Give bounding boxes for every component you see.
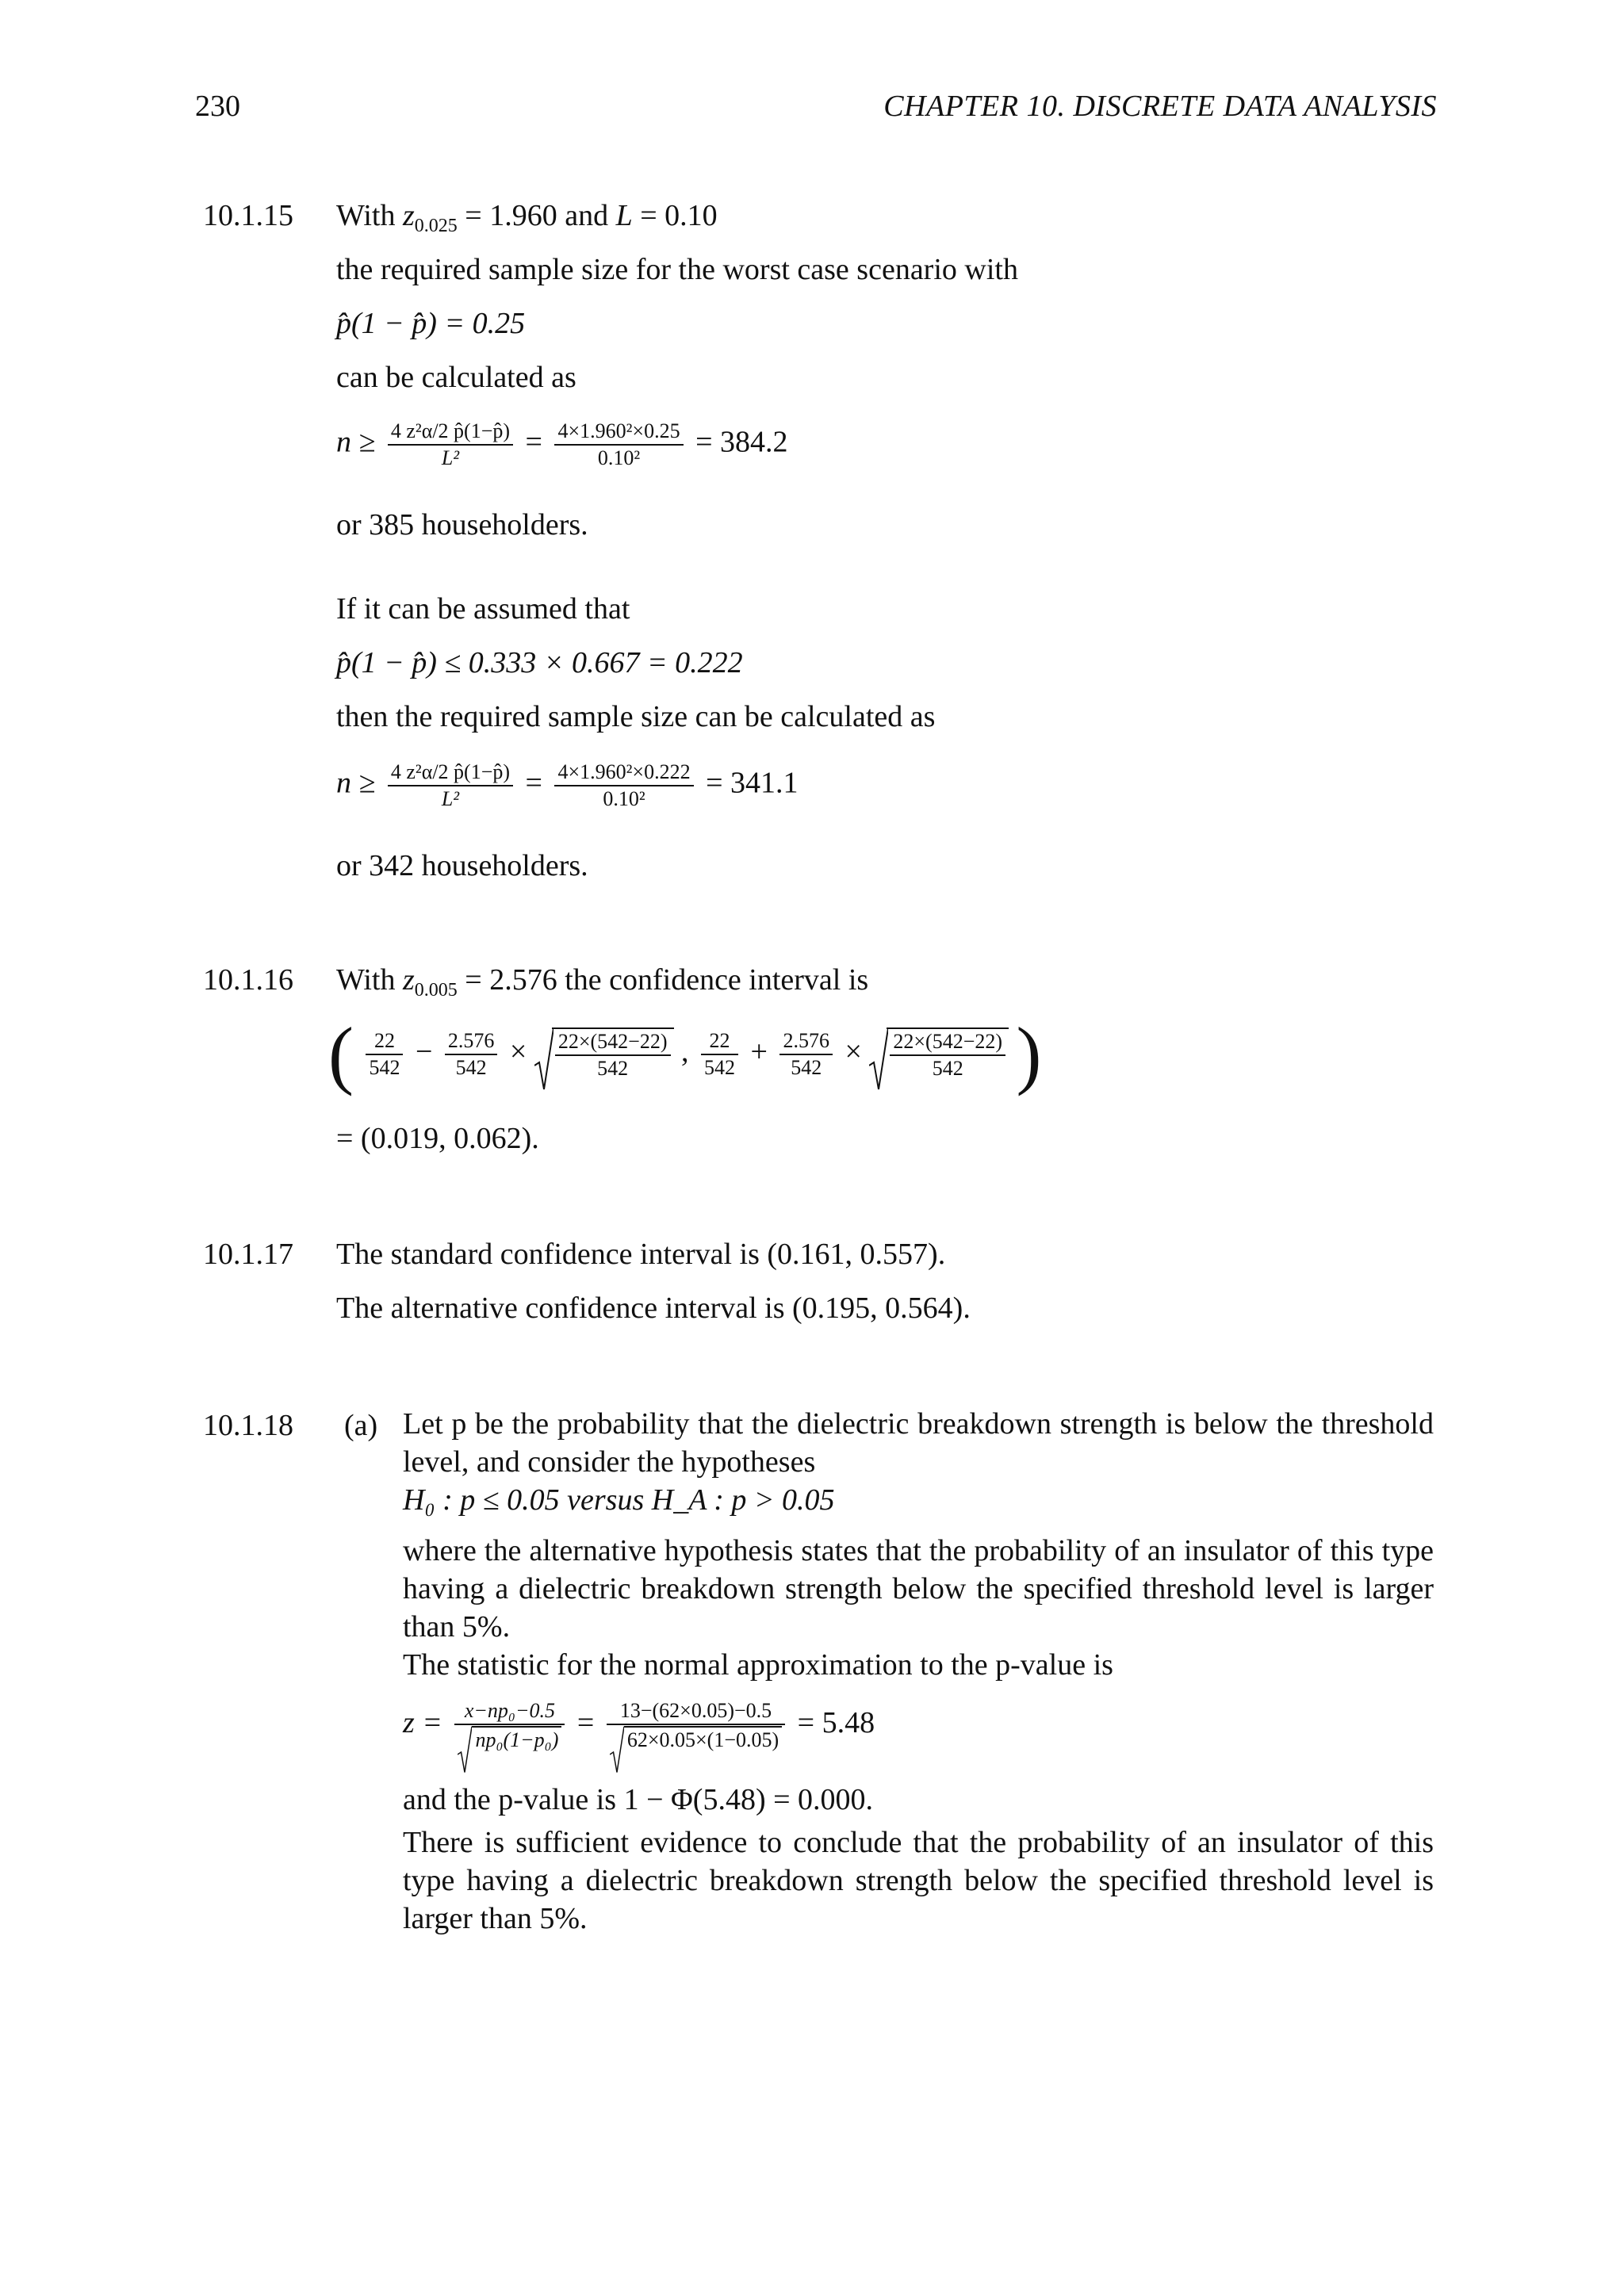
confidence-interval-equation: ( $\frac{22}{542}$ − $\frac{2.576}{542}$ × $\frac{22\times(542-22)}{542}$ , $\frac{22}{542}$ + $\frac{2.576}{542}$ × $\frac{22\times(542-22)}{542}$ ) [328, 1012, 1042, 1096]
problem-number: 10.1.17 [203, 1238, 293, 1271]
chapter-title: CHAPTER 10. DISCRETE DATA ANALYSIS [883, 90, 1437, 123]
problem-line: With $z_{0.005} = 2.576$ the confidence interval is [336, 963, 869, 1001]
equation-line: p̂(1 − p̂) = 0.25 [336, 307, 526, 340]
text-line: then the required sample size can be calculated as [336, 700, 936, 733]
paragraph: There is sufficient evidence to conclude that the probability of an insulator of this type having a dielectric breakdown strength below the specified threshold level is larger than 5%. [403, 1826, 1434, 1935]
text-line: the required sample size for the worst case scenario with [336, 253, 1018, 286]
equation-line: p̂(1 − p̂) ≤ 0.333 × 0.667 = 0.222 [336, 646, 743, 679]
text-line: or 385 householders. [336, 508, 588, 541]
z-statistic-equation: z = $\frac{\text{x−np₀−0.5}}{\text{np₀(1−p₀)}}$ = $\frac{13-(62\times 0.05)-0.5}{62\times 0.05\times(1-0.05)}$ = 5.48 [403, 1698, 875, 1753]
part-label: (a) [344, 1409, 378, 1442]
paragraph: Let p be the probability that the dielectric breakdown strength is below the threshold level, and consider the hypotheses [403, 1407, 1434, 1479]
hypotheses: H₀ : p ≤ 0.05 versus H_A : p > 0.05 [403, 1483, 835, 1517]
paragraph: and the p-value is 1 − Φ(5.48) = 0.000. [403, 1783, 874, 1816]
paragraph: where the alternative hypothesis states that the probability of an insulator of this type having a dielectric breakdown strength below the specified threshold level is larger than 5%. [403, 1534, 1434, 1644]
equation-sample-size-2: n ≥ $\frac{\text{4 z²α/2 p̂(1−p̂)}}{\text{L²}}$ = $\frac{\text{4×1.960²×0.222}}{\text{0.10²}}$ = 341.1 [336, 760, 799, 810]
equation-sample-size-1: n ≥ $\frac{\text{4 z²α/2 p̂(1−p̂)}}{\text{L²}}$ = $\frac{\text{4×1.960²×0.25}}{\text{0.10²}}$ = 384.2 [336, 419, 788, 469]
page-number: 230 [195, 90, 240, 123]
problem-number: 10.1.18 [203, 1409, 293, 1442]
problem-number: 10.1.16 [203, 963, 293, 997]
text-line: can be calculated as [336, 361, 576, 394]
problem-line: With $z_{0.025} = 1.960$ and L = 0.10 [336, 199, 718, 236]
text-line: If it can be assumed that [336, 592, 630, 626]
paragraph: The statistic for the normal approximation to the p-value is [403, 1648, 1113, 1682]
text-line: The alternative confidence interval is (0.195, 0.564). [336, 1292, 971, 1325]
text-line: or 342 householders. [336, 849, 588, 882]
text-line: The standard confidence interval is (0.161, 0.557). [336, 1238, 946, 1271]
problem-number: 10.1.15 [203, 199, 293, 232]
text-line: = (0.019, 0.062). [336, 1122, 539, 1155]
